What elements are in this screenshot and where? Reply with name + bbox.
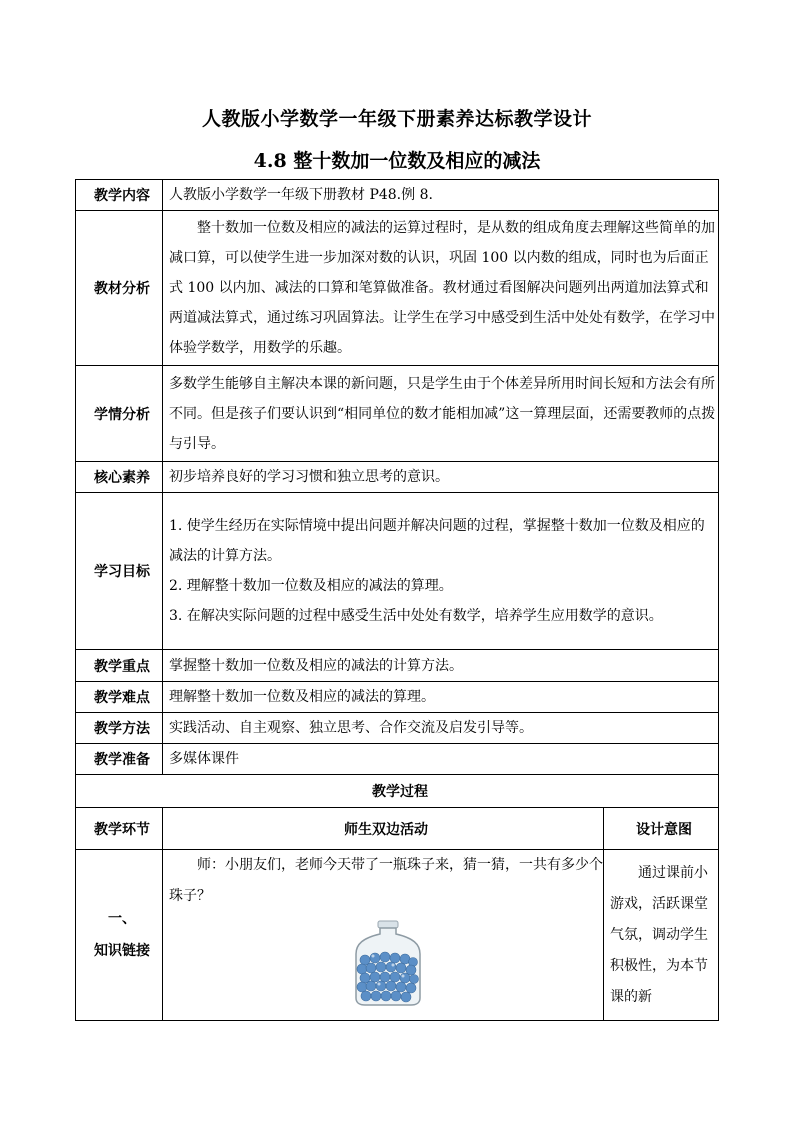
teacher-question: 师：小朋友们，老师今天带了一瓶珠子来，猜一猜，一共有多少个珠子？ [169, 857, 603, 904]
goal-item: 1. 使学生经历在实际情境中提出问题并解决问题的过程，掌握整十数加一位数及相应的减法的计算方法。 [169, 518, 705, 564]
process-heading: 教学过程 [76, 775, 719, 808]
row-difficulty [76, 682, 719, 713]
goal-item: 3. 在解决实际问题的过程中感受生活中处处有数学，培养学生应用数学的意识。 [169, 608, 663, 624]
label-content: 教学内容 [76, 180, 163, 211]
row-material [76, 211, 719, 366]
value-focus: 掌握整十数加一位数及相应的减法的计算方法。 [163, 650, 719, 682]
stage-1-number: 一、 [108, 911, 136, 927]
label-prep: 教学准备 [76, 744, 163, 775]
row-methods [76, 713, 719, 744]
bead-jar-icon [351, 920, 425, 1006]
label-difficulty: 教学难点 [76, 682, 163, 713]
row-prep [76, 744, 719, 775]
bead-jar-figure [169, 920, 603, 1020]
row-literacy [76, 462, 719, 493]
value-content: 人教版小学数学一年级下册教材 P48.例 8. [163, 180, 719, 211]
stage-1-name: 知识链接 [94, 943, 150, 959]
row-content [76, 180, 719, 211]
row-process-columns [76, 808, 719, 850]
row-focus [76, 650, 719, 682]
value-difficulty: 理解整十数加一位数及相应的减法的算理。 [163, 682, 719, 713]
row-students [76, 366, 719, 462]
label-material: 教材分析 [76, 211, 163, 366]
row-stage-1 [76, 850, 719, 1021]
document-title: 人教版小学数学一年级下册素养达标教学设计 [201, 108, 592, 130]
row-process-heading [76, 775, 719, 808]
stage-1-activity [163, 850, 604, 1021]
label-literacy: 核心素养 [76, 462, 163, 493]
col-intent-header: 设计意图 [604, 808, 719, 850]
col-stage-header: 教学环节 [76, 808, 163, 850]
value-material: 整十数加一位数及相应的减法的运算过程时，是从数的组成角度去理解这些简单的加减口算，可以使学生进一步加深对数的认识，巩固 100 以内数的组成，同时也为后面正式 100 以内加、减法的口算和笔算做准备。教材通过看图解决问题列出两道加法算式和两道减法算式，通过练习巩固算法。让学生在学习中感受到生活中处处有数学，在学习中体验学数学，用数学的乐趣。 [163, 211, 719, 366]
row-goals [76, 493, 719, 650]
label-students: 学情分析 [76, 366, 163, 462]
label-focus: 教学重点 [76, 650, 163, 682]
value-prep: 多媒体课件 [163, 744, 719, 775]
label-goals: 学习目标 [76, 493, 163, 650]
label-methods: 教学方法 [76, 713, 163, 744]
value-students: 多数学生能够自主解决本课的新问题，只是学生由于个体差异所用时间长短和方法会有所不同。但是孩子们要认识到“相同单位的数才能相加减”这一算理层面，还需要教师的点拨与引导。 [163, 366, 719, 462]
lesson-plan-table [75, 179, 719, 1021]
value-literacy: 初步培养良好的学习习惯和独立思考的意识。 [163, 462, 719, 493]
lesson-title: 4.8 整十数加一位数及相应的减法 [253, 150, 541, 172]
value-goals [163, 493, 719, 650]
stage-1-label [76, 850, 163, 1021]
goal-item: 2. 理解整十数加一位数及相应的减法的算理。 [169, 578, 453, 594]
col-activity-header: 师生双边活动 [163, 808, 604, 850]
value-methods: 实践活动、自主观察、独立思考、合作交流及启发引导等。 [163, 713, 719, 744]
stage-1-intent: 通过课前小游戏，活跃课堂气氛，调动学生积极性，为本节课的新 [604, 850, 719, 1021]
